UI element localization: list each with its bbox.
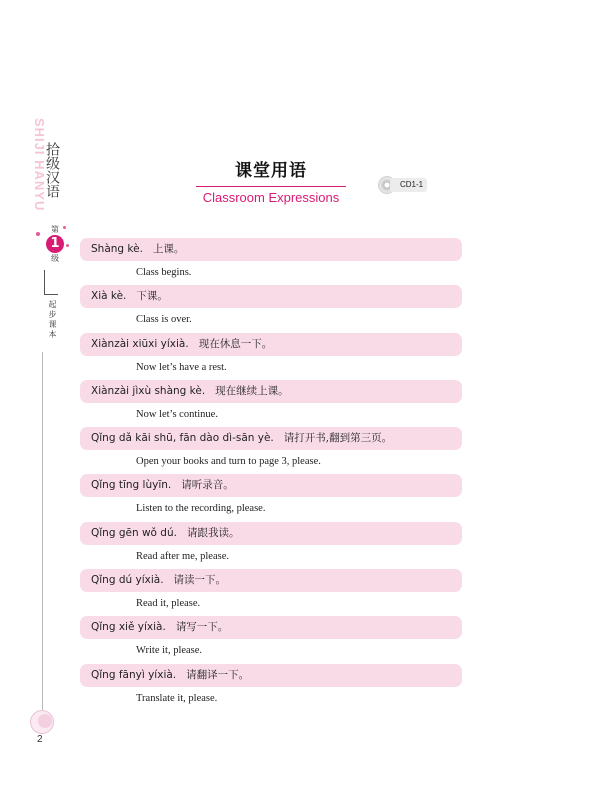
pinyin-text: Xiànzài xiūxi yíxià. — [91, 337, 189, 350]
expression-bar — [80, 380, 462, 403]
pinyin-text: Qǐng fānyì yíxià. — [91, 668, 177, 681]
pinyin-text: Xià kè. — [91, 290, 127, 303]
english-translation: Write it, please. — [136, 645, 203, 657]
chinese-text: 请跟我读。 — [186, 526, 240, 539]
pinyin-text: Xiànzài jìxù shàng kè. — [91, 384, 206, 397]
list-item — [80, 427, 462, 474]
audio-track-badge[interactable] — [378, 176, 438, 196]
expression-bar — [80, 285, 462, 308]
chinese-text: 请听录音。 — [181, 479, 234, 492]
level-suffix: 级 — [51, 254, 59, 263]
chinese-text: 请读一下。 — [173, 574, 227, 587]
book-title: 起步课本 — [48, 300, 57, 340]
english-translation: Now let’s have a rest. — [136, 361, 227, 373]
english-translation: Read it, please. — [136, 598, 201, 610]
section-header — [196, 156, 346, 205]
chinese-text: 请打开书,翻到第三页。 — [283, 432, 393, 445]
list-item — [80, 380, 462, 427]
track-label: CD1-1 — [390, 178, 427, 192]
spine-divider — [44, 270, 45, 294]
chinese-text: 上课。 — [152, 243, 185, 255]
expression-bar — [80, 616, 462, 639]
expression-bar — [80, 427, 462, 450]
expression-list — [80, 238, 462, 711]
expression-bar — [80, 238, 462, 261]
list-item — [80, 238, 462, 285]
pinyin-text: Qǐng gēn wǒ dú. — [91, 526, 177, 539]
english-translation: Class begins. — [136, 267, 192, 278]
list-item — [80, 333, 462, 380]
chinese-text: 请翻译一下。 — [186, 668, 250, 681]
pinyin-text: Qǐng tīng lùyīn. — [91, 479, 172, 492]
pinyin-text: Qǐng dǎ kāi shū, fān dào dì-sān yè. — [91, 432, 274, 445]
pinyin-text: Shàng kè. — [91, 243, 143, 255]
english-translation: Open your books and turn to page 3, please. — [136, 456, 321, 468]
english-translation: Translate it, please. — [136, 692, 218, 704]
level-badge — [44, 224, 66, 264]
expression-bar — [80, 474, 462, 497]
expression-bar — [80, 333, 462, 356]
english-translation: Read after me, please. — [136, 550, 229, 562]
list-item — [80, 664, 462, 711]
decorative-dot — [63, 226, 66, 229]
title-underline — [196, 186, 346, 187]
expression-bar — [80, 522, 462, 545]
list-item — [80, 474, 462, 521]
level-prefix: 第 — [51, 225, 59, 234]
pinyin-text: Qǐng xiě yíxià. — [91, 621, 166, 634]
decorative-circle — [38, 714, 52, 728]
decorative-dot — [66, 244, 69, 247]
decorative-dot — [36, 232, 40, 236]
list-item — [80, 569, 462, 616]
spine-divider — [42, 352, 43, 712]
spine-divider — [44, 294, 58, 295]
series-name-english: SHIJI HANYU — [32, 118, 47, 212]
level-number: 1 — [46, 235, 64, 253]
chinese-text: 请写一下。 — [175, 621, 229, 634]
page-subtitle: Classroom Expressions — [202, 190, 340, 205]
list-item — [80, 522, 462, 569]
english-translation: Class is over. — [136, 314, 192, 326]
expression-bar — [80, 569, 462, 592]
english-translation: Listen to the recording, please. — [136, 503, 266, 515]
list-item — [80, 285, 462, 332]
series-name-chinese: 拾级汉语 — [44, 142, 60, 198]
page-number: 2 — [37, 734, 43, 745]
english-translation: Now let’s continue. — [136, 408, 218, 420]
page-title: 课堂用语 — [235, 161, 307, 181]
chinese-text: 现在休息一下。 — [198, 337, 273, 350]
pinyin-text: Qǐng dú yíxià. — [91, 574, 164, 587]
expression-bar — [80, 664, 462, 687]
chinese-text: 下课。 — [136, 290, 168, 303]
list-item — [80, 616, 462, 663]
chinese-text: 现在继续上课。 — [215, 384, 289, 397]
